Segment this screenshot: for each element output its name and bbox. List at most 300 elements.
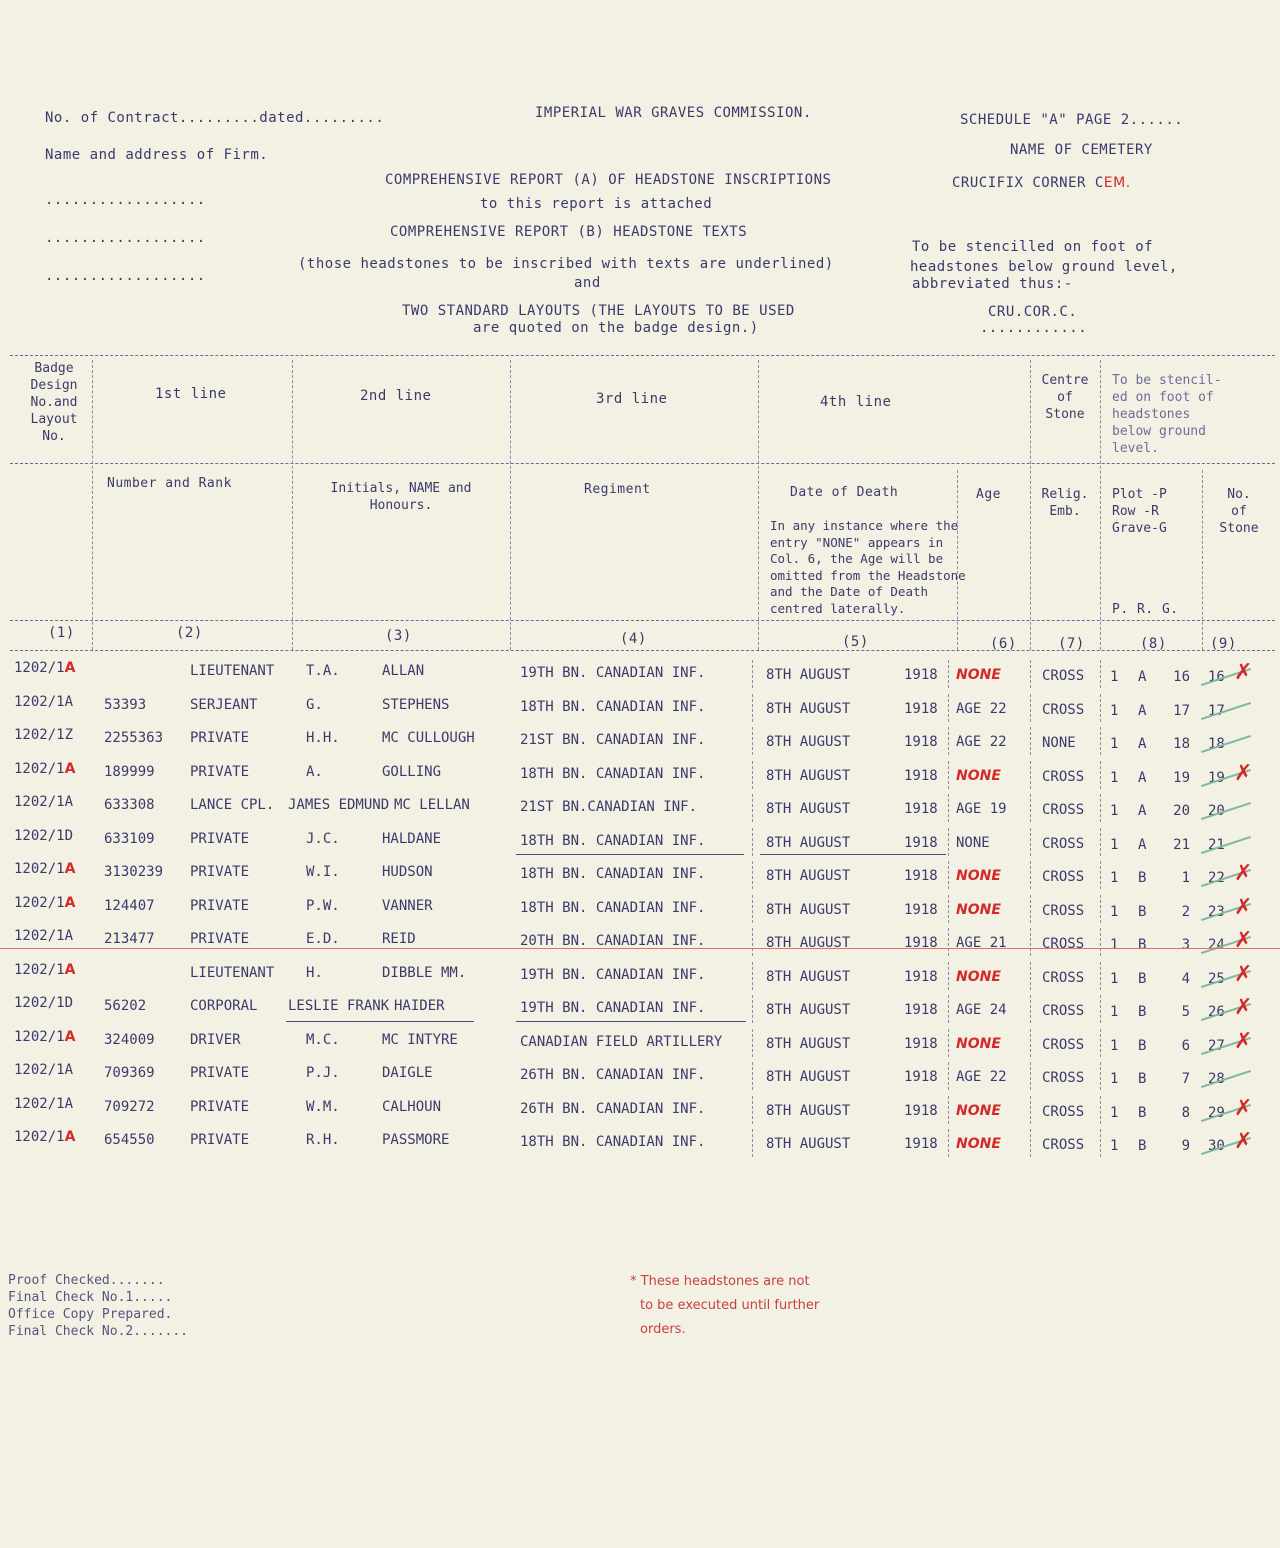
row-divider-7	[1030, 928, 1031, 956]
rank: DRIVER	[190, 1031, 241, 1048]
stone-number: 24	[1208, 937, 1225, 953]
grave: 7	[1181, 1071, 1190, 1087]
date-of-death: 8TH AUGUST	[766, 935, 851, 951]
row-letter: B	[1138, 1037, 1147, 1054]
surname: MC INTYRE	[382, 1031, 458, 1048]
row-letter: B	[1138, 1104, 1147, 1121]
row-divider-6	[948, 1029, 949, 1057]
regiment: CANADIAN FIELD ARTILLERY	[520, 1033, 723, 1050]
stone-number: 16	[1208, 669, 1225, 685]
badge-header: Badge Design No.and Layout No.	[30, 361, 78, 444]
plot: 1	[1110, 1138, 1119, 1154]
badge-suffix: A	[64, 861, 76, 877]
stone-number: 22	[1208, 870, 1225, 886]
regiment-header: Regiment	[584, 482, 651, 497]
year-of-death: 1918	[904, 1002, 938, 1018]
service-number: 213477	[104, 931, 155, 947]
layouts-line-1: TWO STANDARD LAYOUTS (THE LAYOUTS TO BE USED	[402, 303, 795, 319]
badge-number: 1202/1	[14, 894, 65, 911]
row-divider-7	[1030, 1029, 1031, 1057]
badge-number: 1202/1A	[14, 1062, 74, 1078]
surname: HALDANE	[382, 830, 442, 847]
age: AGE 24	[956, 1002, 1007, 1018]
badge-design	[14, 828, 73, 844]
initials: T.A.	[306, 663, 340, 679]
row-divider-5	[752, 1129, 753, 1157]
report-attached: to this report is attached	[480, 196, 713, 212]
age-header: Age	[976, 487, 1001, 502]
rank: SERJEANT	[190, 696, 258, 713]
row-divider-5	[752, 962, 753, 990]
badge-number: 1202/1	[14, 1028, 65, 1045]
text-underline	[286, 1021, 474, 1022]
text-underline	[760, 854, 946, 855]
stone-number: 19	[1208, 769, 1225, 786]
table-row	[0, 962, 1280, 992]
stone-number: 28	[1208, 1071, 1225, 1087]
col-divider-1	[92, 360, 93, 650]
regiment: 21ST BN. CANADIAN INF.	[520, 732, 706, 748]
initials: R.H.	[306, 1132, 340, 1148]
commission-title: IMPERIAL WAR GRAVES COMMISSION.	[535, 105, 812, 121]
check-list: Proof Checked....... Final Check No.1..... Office Copy Prepared. Final Check No.2.......	[8, 1273, 189, 1339]
stone-no-header: No. of Stone	[1219, 487, 1259, 536]
red-cross-mark: ✗	[1234, 1095, 1253, 1121]
age: NONE	[956, 767, 1001, 784]
abbreviation: CRU.COR.C.	[988, 304, 1078, 320]
row-divider-6	[948, 1096, 949, 1124]
badge-suffix: A	[64, 660, 76, 676]
date-of-death: 8TH AUGUST	[766, 667, 851, 683]
row-divider-6	[948, 995, 949, 1023]
religious-emblem: CROSS	[1042, 1103, 1085, 1120]
service-number: 189999	[104, 763, 155, 780]
religious-emblem: CROSS	[1042, 936, 1085, 952]
year-of-death: 1918	[904, 834, 938, 851]
rank: PRIVATE	[190, 763, 250, 780]
service-number: 709369	[104, 1065, 155, 1081]
row-letter: B	[1138, 937, 1147, 953]
row-letter: A	[1138, 836, 1147, 853]
plot: 1	[1110, 803, 1119, 819]
line4-header: 4th line	[820, 394, 892, 410]
regiment: 20TH BN. CANADIAN INF.	[520, 933, 706, 949]
rank: PRIVATE	[190, 897, 250, 914]
regiment: 18TH BN. CANADIAN INF.	[520, 698, 706, 715]
badge-number: 1202/1D	[14, 995, 74, 1011]
colnum-1: (1)	[48, 625, 75, 641]
badge-suffix: A	[64, 1129, 76, 1145]
plot: 1	[1110, 970, 1119, 987]
table-top-rule	[10, 355, 1275, 356]
badge-design	[14, 995, 73, 1011]
grave: 4	[1181, 970, 1190, 987]
col-divider-6	[1030, 360, 1031, 650]
plot: 1	[1110, 1071, 1119, 1087]
row-divider-7	[1030, 828, 1031, 856]
stone-number: 21	[1208, 836, 1225, 853]
plot: 1	[1110, 903, 1119, 920]
grave: 2	[1181, 903, 1190, 920]
badge-suffix: A	[64, 961, 76, 978]
regiment: 19TH BN. CANADIAN INF.	[520, 1000, 706, 1016]
religious-emblem: CROSS	[1042, 1070, 1085, 1086]
table-row	[0, 1096, 1280, 1126]
initials: H.	[306, 964, 323, 981]
row-divider-5	[752, 794, 753, 822]
hold-note: * These headstones are not to be executed until further orders.	[630, 1274, 820, 1337]
stencil-note-1: To be stencilled on foot of	[912, 239, 1154, 255]
line2-header: 2nd line	[360, 388, 432, 404]
row-divider-5	[752, 861, 753, 889]
colnum-6: (6)	[990, 636, 1017, 652]
stone-number: 29	[1208, 1104, 1225, 1121]
row-divider-7	[1030, 694, 1031, 722]
age: NONE	[956, 667, 1001, 683]
col-divider-4	[758, 360, 759, 650]
row-divider-8	[1100, 727, 1101, 755]
stone-number: 27	[1208, 1037, 1225, 1054]
row-letter: B	[1138, 870, 1147, 886]
age: NONE	[956, 834, 990, 851]
age: NONE	[956, 868, 1001, 884]
stone-number: 20	[1208, 803, 1225, 819]
date-of-death: 8TH AUGUST	[766, 1069, 851, 1085]
line3-header: 3rd line	[596, 391, 668, 407]
date-of-death: 8TH AUGUST	[766, 901, 851, 918]
underlined-note: (those headstones to be inscribed with texts are underlined)	[298, 256, 834, 272]
regiment: 19TH BN. CANADIAN INF.	[520, 966, 706, 983]
row-divider-6	[948, 694, 949, 722]
religious-emblem: CROSS	[1042, 701, 1085, 718]
stone-number: 17	[1208, 702, 1225, 719]
initials: M.C.	[306, 1031, 340, 1048]
regiment: 21ST BN.CANADIAN INF.	[520, 799, 698, 815]
row-divider-7	[1030, 794, 1031, 822]
row-divider-8	[1100, 694, 1101, 722]
surname: MC CULLOUGH	[382, 730, 475, 746]
relig-header: Relig. Emb.	[1041, 487, 1089, 519]
badge-number: 1202/1	[14, 660, 65, 676]
grave: 18	[1173, 736, 1190, 752]
grave: 16	[1173, 669, 1190, 685]
row-divider-8	[1100, 1129, 1101, 1157]
year-of-death: 1918	[904, 734, 938, 750]
badge-number: 1202/1A	[14, 794, 74, 810]
surname: MC LELLAN	[394, 797, 470, 813]
surname: HUDSON	[382, 864, 433, 880]
row-divider-5	[752, 1029, 753, 1057]
year-of-death: 1918	[904, 667, 938, 683]
row-divider-5	[752, 928, 753, 956]
age: AGE 22	[956, 1069, 1007, 1085]
surname: DAIGLE	[382, 1065, 433, 1081]
row-divider-5	[752, 727, 753, 755]
year-of-death: 1918	[904, 968, 938, 985]
plot: 1	[1110, 870, 1119, 886]
table-row	[0, 895, 1280, 925]
service-number: 2255363	[104, 730, 164, 746]
prg-header: P. R. G.	[1112, 602, 1179, 617]
plot: 1	[1110, 1104, 1119, 1121]
badge-design	[14, 1129, 75, 1145]
badge-number: 1202/1	[14, 760, 65, 777]
row-divider-8	[1100, 761, 1101, 789]
badge-design	[14, 895, 75, 911]
row-divider-6	[948, 727, 949, 755]
row-divider-8	[1100, 928, 1101, 956]
badge-number: 1202/1	[14, 1129, 65, 1145]
grave: 3	[1181, 937, 1190, 953]
badge-design	[14, 861, 75, 877]
row-divider-7	[1030, 895, 1031, 923]
year-of-death: 1918	[904, 1136, 938, 1152]
date-of-death: 8TH AUGUST	[766, 1035, 851, 1052]
row-divider-6	[948, 895, 949, 923]
contract-line: No. of Contract.........dated.........	[45, 110, 385, 126]
badge-number: 1202/1	[14, 961, 65, 978]
badge-suffix: A	[64, 1028, 76, 1045]
initials: H.H.	[306, 730, 340, 746]
regiment: 18TH BN. CANADIAN INF.	[520, 765, 706, 782]
service-number: 56202	[104, 998, 147, 1014]
badge-design	[14, 1062, 73, 1078]
colnum-8: (8)	[1140, 636, 1167, 652]
year-of-death: 1918	[904, 935, 938, 951]
row-letter: B	[1138, 970, 1147, 987]
row-divider-8	[1100, 895, 1101, 923]
red-cross-mark: ✗	[1234, 760, 1253, 786]
initials: W.M.	[306, 1098, 340, 1115]
col-divider-7	[1100, 360, 1101, 650]
badge-design	[14, 694, 73, 710]
religious-emblem: CROSS	[1042, 835, 1085, 852]
row-divider-7	[1030, 1062, 1031, 1090]
grave: 20	[1173, 803, 1190, 819]
regiment: 18TH BN. CANADIAN INF.	[520, 1134, 706, 1150]
plot: 1	[1110, 937, 1119, 953]
col-divider-3	[510, 360, 511, 650]
year-of-death: 1918	[904, 801, 938, 817]
row-letter: B	[1138, 1004, 1147, 1020]
row-divider-6	[948, 794, 949, 822]
service-number: 709272	[104, 1098, 155, 1115]
text-underline	[516, 854, 744, 855]
report-a: COMPREHENSIVE REPORT (A) OF HEADSTONE INSCRIPTIONS	[385, 172, 832, 188]
stone-number: 23	[1208, 903, 1225, 920]
row-divider-7	[1030, 660, 1031, 688]
row-divider-7	[1030, 761, 1031, 789]
row-divider-7	[1030, 1129, 1031, 1157]
colnum-9: (9)	[1210, 636, 1237, 652]
firm-label: Name and address of Firm.	[45, 147, 269, 163]
row-divider-8	[1100, 1096, 1101, 1124]
religious-emblem: CROSS	[1042, 902, 1085, 919]
religious-emblem: CROSS	[1042, 768, 1085, 785]
plot: 1	[1110, 1037, 1119, 1054]
surname: REID	[382, 931, 416, 947]
surname: ALLAN	[382, 663, 425, 679]
stencil-note-3: abbreviated thus:-	[912, 276, 1073, 292]
age: AGE 22	[956, 700, 1007, 717]
grave: 19	[1173, 769, 1190, 786]
row-letter: B	[1138, 903, 1147, 920]
rank: LANCE CPL.	[190, 797, 275, 813]
col-divider-2	[292, 360, 293, 650]
religious-emblem: CROSS	[1042, 1137, 1085, 1153]
plot: 1	[1110, 769, 1119, 786]
badge-design	[14, 794, 73, 810]
age: NONE	[956, 901, 1001, 918]
grave: 5	[1181, 1004, 1190, 1020]
stone-number: 26	[1208, 1004, 1225, 1020]
year-of-death: 1918	[904, 901, 938, 918]
date-of-death: 8TH AUGUST	[766, 1136, 851, 1152]
number-rank-header: Number and Rank	[107, 476, 232, 491]
service-number: 633109	[104, 830, 155, 847]
table-row	[0, 1029, 1280, 1059]
colnum-3: (3)	[385, 628, 412, 644]
stone-number: 30	[1208, 1138, 1225, 1154]
red-cross-mark: ✗	[1234, 995, 1253, 1020]
date-of-death: 8TH AUGUST	[766, 1102, 851, 1119]
date-of-death: 8TH AUGUST	[766, 1002, 851, 1018]
row-letter: A	[1138, 669, 1147, 685]
red-cross-mark: ✗	[1234, 861, 1253, 886]
table-row	[0, 694, 1280, 724]
badge-number: 1202/1A	[14, 693, 74, 710]
row-letter: B	[1138, 1138, 1147, 1154]
table-row	[0, 727, 1280, 757]
age: NONE	[956, 1102, 1001, 1119]
grave: 1	[1181, 870, 1190, 886]
and-word: and	[574, 275, 601, 291]
row-divider-8	[1100, 962, 1101, 990]
plot: 1	[1110, 1004, 1119, 1020]
religious-emblem: CROSS	[1042, 1003, 1085, 1019]
surname: STEPHENS	[382, 696, 450, 713]
year-of-death: 1918	[904, 868, 938, 884]
table-row	[0, 1062, 1280, 1092]
red-cross-mark: ✗	[1234, 1129, 1253, 1154]
plot: 1	[1110, 702, 1119, 719]
service-number: 633308	[104, 797, 155, 813]
row-divider-7	[1030, 995, 1031, 1023]
grave: 9	[1181, 1138, 1190, 1154]
cemetery-name: CRUCIFIX CORNER CEM.	[952, 175, 1131, 191]
year-of-death: 1918	[904, 1102, 938, 1119]
date-of-death: 8TH AUGUST	[766, 801, 851, 817]
date-of-death: 8TH AUGUST	[766, 968, 851, 985]
row-divider-6	[948, 828, 949, 856]
badge-design	[14, 928, 73, 944]
stone-number: 25	[1208, 970, 1225, 987]
centre-header: Centre of Stone	[1041, 373, 1089, 422]
date-of-death: 8TH AUGUST	[766, 767, 851, 784]
colnum-5: (5)	[842, 634, 869, 650]
age: NONE	[956, 1035, 1001, 1052]
plot: 1	[1110, 669, 1119, 685]
row-divider-8	[1100, 1029, 1101, 1057]
row-divider-6	[948, 1129, 949, 1157]
badge-number: 1202/1A	[14, 928, 74, 944]
year-of-death: 1918	[904, 700, 938, 717]
badge-number: 1202/1A	[14, 1095, 74, 1112]
firm-dots-3: ..................	[45, 268, 206, 284]
row-divider-8	[1100, 794, 1101, 822]
row-divider-5	[752, 995, 753, 1023]
row-letter: A	[1138, 736, 1147, 752]
row-divider-5	[752, 694, 753, 722]
badge-design	[14, 727, 73, 743]
date-of-death: 8TH AUGUST	[766, 734, 851, 750]
date-of-death: 8TH AUGUST	[766, 868, 851, 884]
table-row	[0, 861, 1280, 891]
service-number: 324009	[104, 1031, 155, 1048]
initials: LESLIE FRANK	[288, 998, 390, 1014]
row-divider-8	[1100, 1062, 1101, 1090]
initials: W.I.	[306, 864, 340, 880]
initials: JAMES EDMUND	[288, 797, 390, 813]
report-b: COMPREHENSIVE REPORT (B) HEADSTONE TEXTS	[390, 224, 748, 240]
grave: 6	[1181, 1037, 1190, 1054]
row-divider-5	[752, 660, 753, 688]
surname: VANNER	[382, 897, 433, 914]
red-cross-mark: ✗	[1234, 1028, 1253, 1054]
regiment: 18TH BN. CANADIAN INF.	[520, 866, 706, 882]
rank: PRIVATE	[190, 730, 250, 746]
year-of-death: 1918	[904, 767, 938, 784]
row-divider-6	[948, 928, 949, 956]
initials-header: Initials, NAME and Honours.	[330, 481, 472, 513]
rank: PRIVATE	[190, 1132, 250, 1148]
plot: 1	[1110, 736, 1119, 752]
stencil-header: To be stencil- ed on foot of headstones below ground level.	[1112, 373, 1222, 456]
surname: CALHOUN	[382, 1098, 442, 1115]
rank: CORPORAL	[190, 998, 258, 1014]
badge-number: 1202/1	[14, 861, 65, 877]
row-divider-7	[1030, 1096, 1031, 1124]
stone-number: 18	[1208, 736, 1225, 752]
initials: G.	[306, 696, 323, 713]
rank: LIEUTENANT	[190, 663, 275, 679]
abbreviation-dots: ............	[980, 320, 1088, 336]
year-of-death: 1918	[904, 1069, 938, 1085]
col-divider-8	[1202, 470, 1203, 650]
date-of-death: 8TH AUGUST	[766, 834, 851, 851]
age: AGE 22	[956, 734, 1007, 750]
service-number: 124407	[104, 897, 155, 914]
badge-suffix: A	[64, 894, 76, 911]
religious-emblem: CROSS	[1042, 969, 1085, 986]
row-divider-6	[948, 761, 949, 789]
service-number: 654550	[104, 1132, 155, 1148]
table-row	[0, 1129, 1280, 1159]
initials: A.	[306, 763, 323, 780]
table-row	[0, 928, 1280, 958]
regiment: 26TH BN. CANADIAN INF.	[520, 1100, 706, 1117]
age: AGE 19	[956, 801, 1007, 817]
cemetery-label: NAME OF CEMETERY	[1010, 142, 1153, 158]
initials: J.C.	[306, 830, 340, 847]
service-number: 53393	[104, 696, 147, 713]
regiment: 18TH BN. CANADIAN INF.	[520, 899, 706, 916]
red-cross-mark: ✗	[1234, 660, 1253, 685]
header-mid-rule	[10, 463, 1275, 464]
row-divider-5	[752, 895, 753, 923]
colnum-7: (7)	[1058, 636, 1085, 652]
rank: PRIVATE	[190, 864, 250, 880]
